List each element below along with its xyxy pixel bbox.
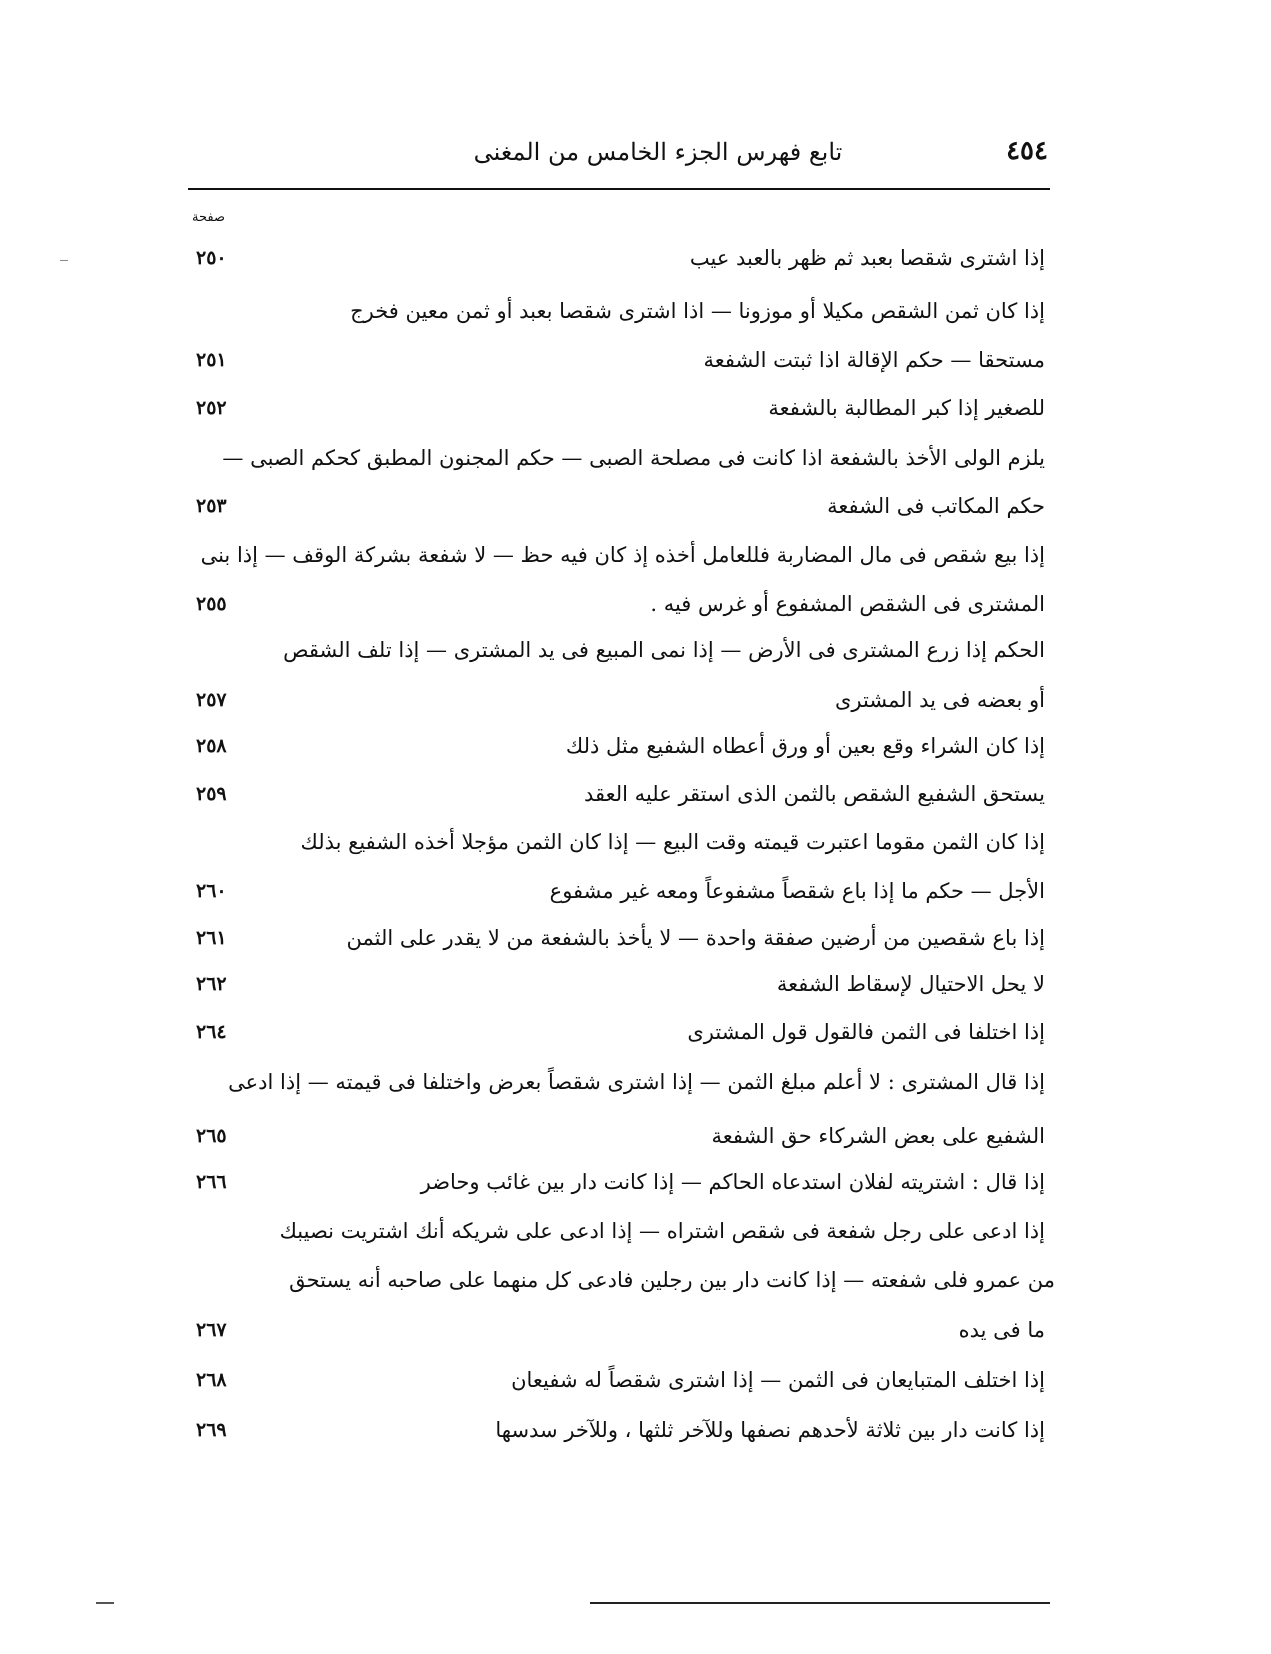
page-ref: ٢٥٢: [196, 397, 227, 419]
entry-text: للصغير إذا كبر المطالبة بالشفعة: [768, 396, 1045, 420]
entry-text: إذا كان الشراء وقع بعين أو ورق أعطاه الشفيع مثل ذلك: [565, 734, 1045, 758]
index-line: [0, 1211, 1271, 1251]
page-ref: ٢٥٣: [196, 495, 227, 517]
index-line: [0, 630, 1271, 670]
entry-text: ما فى يده: [958, 1318, 1045, 1342]
entry-text: مستحقا — حكم الإقالة اذا ثبتت الشفعة: [703, 348, 1045, 372]
index-line: [0, 388, 1271, 428]
footer-rule: [590, 1602, 1050, 1604]
page-ref: ٢٦٩: [196, 1419, 227, 1441]
entry-text: إذا قال : اشتريته لفلان استدعاه الحاكم — إذا كانت دار بين غائب وحاضر: [420, 1170, 1045, 1194]
page-ref: ٢٥٨: [196, 735, 227, 757]
page-ref: ٢٦٦: [196, 1171, 227, 1193]
entry-text: إذا كان ثمن الشقص مكيلا أو موزونا — اذا اشترى شقصا بعبد أو ثمن معين فخرج: [350, 299, 1045, 323]
entry-text: إذا ادعى على رجل شفعة فى شقص اشتراه — إذا ادعى على شريكه أنك اشتريت نصيبك: [279, 1219, 1045, 1243]
page-ref: ٢٦٢: [196, 973, 227, 995]
index-line: [0, 918, 1271, 958]
entry-text: الشفيع على بعض الشركاء حق الشفعة: [711, 1124, 1045, 1148]
index-line: [0, 964, 1271, 1004]
page-ref: ٢٦٨: [196, 1369, 227, 1391]
page-ref: ٢٦٥: [196, 1125, 227, 1147]
margin-mark: [60, 260, 68, 261]
index-line: [0, 1012, 1271, 1052]
index-line: [0, 238, 1271, 278]
index-line: [0, 438, 1271, 478]
margin-mark: [96, 1602, 114, 1604]
page-ref: ٢٥٠: [196, 247, 227, 269]
entry-text: لا يحل الاحتيال لإسقاط الشفعة: [776, 972, 1045, 996]
page-ref: ٢٥٩: [196, 783, 227, 805]
index-line: [0, 1162, 1271, 1202]
entry-text: يستحق الشفيع الشقص بالثمن الذى استقر عليه العقد: [584, 782, 1045, 806]
page-number: ٤٥٤: [1006, 136, 1048, 166]
entry-text: إذا اختلفا فى الثمن فالقول قول المشترى: [687, 1020, 1045, 1044]
entry-text: الأجل — حكم ما إذا باع شقصاً مشفوعاً ومعه غير مشفوع: [549, 879, 1045, 903]
page-ref: ٢٥١: [196, 349, 227, 371]
entry-text: حكم المكاتب فى الشفعة: [827, 494, 1045, 518]
index-line: [0, 871, 1271, 911]
page-ref: ٢٦١: [196, 927, 227, 949]
index-line: [0, 1116, 1271, 1156]
entry-text: من عمرو فلى شفعته — إذا كانت دار بين رجلين فادعى كل منهما على صاحبه أنه يستحق: [289, 1268, 1055, 1292]
index-line: [0, 680, 1271, 720]
index-line: [0, 291, 1271, 331]
page-ref: ٢٦٧: [196, 1319, 227, 1341]
entry-text: إذا باع شقصين من أرضين صفقة واحدة — لا يأخذ بالشفعة من لا يقدر على الثمن: [346, 926, 1045, 950]
entry-text: إذا اختلف المتبايعان فى الثمن — إذا اشترى شقصاً له شفيعان: [511, 1368, 1045, 1392]
entry-text: الحكم إذا زرع المشترى فى الأرض — إذا نمى المبيع فى يد المشترى — إذا تلف الشقص: [283, 638, 1045, 662]
page-ref: ٢٦٠: [196, 880, 227, 902]
index-line: [0, 1360, 1271, 1400]
entry-text: إذا كان الثمن مقوما اعتبرت قيمته وقت البيع — إذا كان الثمن مؤجلا أخذه الشفيع بذلك: [300, 830, 1045, 854]
entry-text: أو بعضه فى يد المشترى: [835, 688, 1045, 712]
index-line: [0, 1410, 1271, 1450]
entry-text: إذا كانت دار بين ثلاثة لأحدهم نصفها وللآخر ثلثها ، وللآخر سدسها: [495, 1418, 1045, 1442]
index-line: [0, 340, 1271, 380]
entry-text: إذا قال المشترى : لا أعلم مبلغ الثمن — إذا اشترى شقصاً بعرض واختلفا فى قيمته — إذا ادعى: [228, 1070, 1045, 1094]
index-line: [0, 584, 1271, 624]
index-line: [0, 1062, 1271, 1102]
page-ref: ٢٦٤: [196, 1021, 227, 1043]
index-line: [0, 1310, 1271, 1350]
index-line: [0, 535, 1271, 575]
entry-text: إذا بيع شقص فى مال المضاربة فللعامل أخذه إذ كان فيه حظ — لا شفعة بشركة الوقف — إذا بنى: [200, 543, 1045, 567]
page-column-label: صفحة: [192, 210, 225, 225]
entry-text: إذا اشترى شقصا بعبد ثم ظهر بالعبد عيب: [689, 246, 1045, 270]
index-line: [0, 1260, 1271, 1300]
index-line: [0, 726, 1271, 766]
page-ref: ٢٥٥: [196, 593, 227, 615]
entry-text: المشترى فى الشقص المشفوع أو غرس فيه .: [650, 592, 1045, 616]
index-line: [0, 822, 1271, 862]
index-line: [0, 486, 1271, 526]
page-ref: ٢٥٧: [196, 689, 227, 711]
entry-text: يلزم الولى الأخذ بالشفعة اذا كانت فى مصلحة الصبى — حكم المجنون المطبق كحكم الصبى —: [222, 446, 1045, 470]
running-title: تابع فهرس الجزء الخامس من المغنى: [473, 138, 843, 166]
index-line: [0, 774, 1271, 814]
